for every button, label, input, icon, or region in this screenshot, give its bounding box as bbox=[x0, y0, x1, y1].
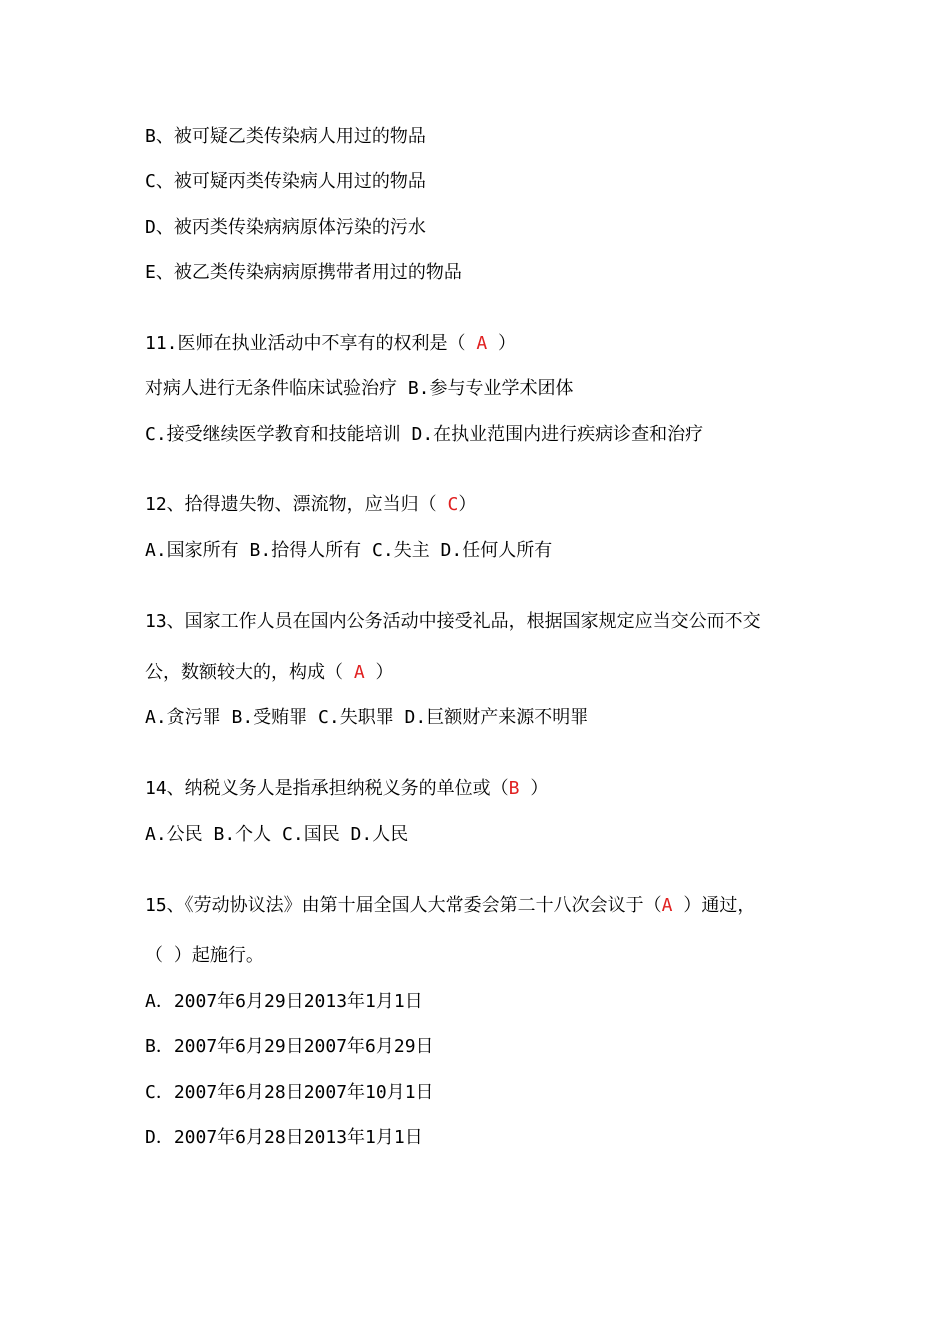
question-close: ） bbox=[364, 662, 394, 683]
question-11 bbox=[145, 332, 516, 356]
question-text: 12、拾得遗失物、漂流物，应当归（ bbox=[145, 494, 448, 515]
question-13-options: A.贪污罪 B.受贿罪 C.失职罪 D.巨额财产来源不明罪 bbox=[145, 707, 589, 728]
question-close: ） bbox=[487, 333, 517, 354]
question-15-line-2: （ ）起施行。 bbox=[145, 945, 264, 966]
option-e-line: E、被乙类传染病病原携带者用过的物品 bbox=[145, 262, 462, 283]
question-text: 15、《劳动协议法》由第十届全国人大常委会第二十八次会议于（ bbox=[145, 895, 662, 916]
answer-mark: A bbox=[661, 895, 673, 916]
question-close: ） bbox=[519, 778, 549, 799]
question-text: 14、纳税义务人是指承担纳税义务的单位或（ bbox=[145, 778, 509, 799]
answer-mark: B bbox=[508, 778, 520, 799]
option-d-line: D、被丙类传染病病原体污染的污水 bbox=[145, 217, 426, 238]
question-15-option-b: B．2007年6月29日2007年6月29日 bbox=[145, 1036, 434, 1057]
question-15-option-a: A．2007年6月29日2013年1月1日 bbox=[145, 991, 423, 1012]
question-15-line-1 bbox=[145, 894, 755, 918]
question-15-option-c: C．2007年6月28日2007年10月1日 bbox=[145, 1082, 434, 1103]
question-11-options-2: C.接受继续医学教育和技能培训 D.在执业范围内进行疾病诊查和治疗 bbox=[145, 424, 704, 445]
option-b-line: B、被可疑乙类传染病人用过的物品 bbox=[145, 126, 426, 147]
question-13-line-2 bbox=[145, 661, 394, 685]
question-text: 公，数额较大的，构成（ bbox=[145, 662, 354, 683]
question-14-options: A.公民 B.个人 C.国民 D.人民 bbox=[145, 824, 409, 845]
question-text: 11.医师在执业活动中不享有的权利是（ bbox=[145, 333, 477, 354]
option-c-line: C、被可疑丙类传染病人用过的物品 bbox=[145, 171, 426, 192]
question-13-line-1: 13、国家工作人员在国内公务活动中接受礼品，根据国家规定应当交公而不交 bbox=[145, 611, 761, 632]
question-close: ） bbox=[458, 494, 477, 515]
answer-mark: C bbox=[447, 494, 459, 515]
answer-mark: A bbox=[353, 662, 365, 683]
answer-mark: A bbox=[476, 333, 488, 354]
question-12-options: A.国家所有 B.拾得人所有 C.失主 D.任何人所有 bbox=[145, 540, 553, 561]
question-11-options-1: 对病人进行无条件临床试验治疗 B.参与专业学术团体 bbox=[145, 378, 574, 399]
question-14 bbox=[145, 777, 548, 801]
question-12 bbox=[145, 493, 476, 517]
question-15-option-d: D．2007年6月28日2013年1月1日 bbox=[145, 1127, 423, 1148]
question-close: ）通过， bbox=[672, 895, 756, 916]
